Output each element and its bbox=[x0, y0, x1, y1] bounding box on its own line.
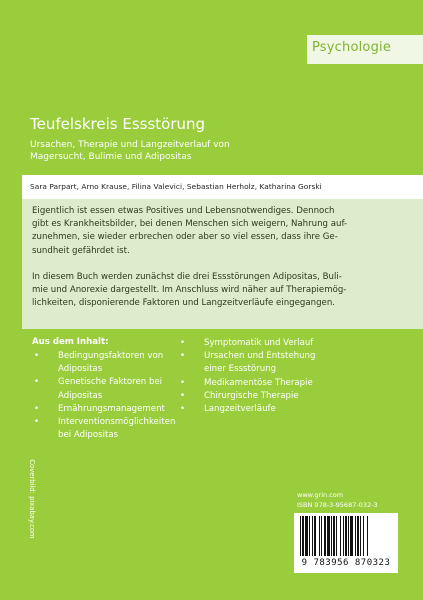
contents-item-line: • Genetische Faktoren bei bbox=[58, 377, 163, 388]
paragraph-line: gibt es Krankheitsbilder, bei denen Menschen sich weigern, Nahrung auf- bbox=[32, 219, 348, 230]
contents-item-line: Adipositas bbox=[58, 390, 103, 401]
contents-item bbox=[180, 337, 315, 350]
contents-heading: Aus dem Inhalt: bbox=[32, 337, 109, 347]
contents-item-line: Adipositas bbox=[58, 364, 103, 375]
paragraph-line: Eigentlich ist essen etwas Positives und Lebensnotwendiges. Dennoch bbox=[32, 206, 335, 216]
contents-item bbox=[34, 376, 175, 402]
publisher-website: www.grin.com bbox=[297, 491, 344, 499]
contents-item-line: einer Essstörung bbox=[204, 364, 277, 375]
contents-item bbox=[180, 377, 315, 390]
contents-item bbox=[34, 403, 175, 416]
book-subtitle bbox=[30, 139, 390, 163]
paragraph-line: lichkeiten, disponierende Faktoren und Langzeitverläufe eingegangen. bbox=[32, 298, 335, 309]
contents-column-2 bbox=[180, 337, 315, 416]
authors-list: Sara Parpart, Arno Krause, Filina Valevici, Sebastian Herholz, Katharina Gorski bbox=[30, 182, 322, 191]
book-title: Teufelskreis Essstörung bbox=[30, 115, 206, 133]
image-credit bbox=[22, 455, 36, 555]
image-credit-text: Coverbild: pixabay.com bbox=[28, 459, 36, 539]
contents-item-line: • Langzeitverläufe bbox=[204, 404, 276, 415]
paragraph-line: mie und Anorexie dargestellt. Im Anschluss wird näher auf Therapiemög- bbox=[32, 285, 347, 296]
blurb-paragraph-1 bbox=[32, 205, 347, 258]
blurb-paragraph-2 bbox=[32, 271, 346, 311]
contents-item-line: • Symptomatik und Verlauf bbox=[204, 338, 314, 348]
barcode-icon bbox=[300, 516, 392, 558]
contents-item-line: • Bedingungsfaktoren von bbox=[58, 351, 164, 361]
paragraph-line: sundheit gefährdet ist. bbox=[32, 245, 130, 256]
isbn-number: ISBN 978-3-95687-032-3 bbox=[297, 501, 378, 509]
contents-item-line: • Ursachen und Entstehung bbox=[204, 351, 316, 362]
subtitle-line: Magersucht, Bulimie und Adipositas bbox=[30, 152, 192, 162]
contents-item-line: • Ernährungsmanagement bbox=[58, 403, 165, 414]
contents-item-line: bei Adipositas bbox=[58, 430, 119, 441]
barcode-digits: 9 783956 870323 bbox=[301, 558, 391, 568]
contents-item-line: • Chirurgische Therapie bbox=[204, 390, 299, 401]
contents-item bbox=[34, 416, 175, 442]
category-label: Psychologie bbox=[312, 40, 392, 55]
subtitle-line: Ursachen, Therapie und Langzeitverlauf von bbox=[30, 140, 230, 150]
contents-item bbox=[180, 390, 315, 403]
paragraph-line: zunehmen, sie wieder erbrechen oder aber so viel essen, dass ihre Ge- bbox=[32, 232, 338, 243]
contents-item bbox=[180, 350, 315, 376]
contents-column-1 bbox=[34, 350, 175, 442]
contents-item bbox=[180, 403, 315, 416]
contents-item-line: • Medikamentöse Therapie bbox=[204, 377, 313, 388]
contents-item-line: • Interventionsmöglichkeiten bbox=[58, 417, 176, 428]
contents-item bbox=[34, 350, 175, 376]
paragraph-line: In diesem Buch werden zunächst die drei Essstörungen Adipositas, Buli- bbox=[32, 272, 342, 282]
